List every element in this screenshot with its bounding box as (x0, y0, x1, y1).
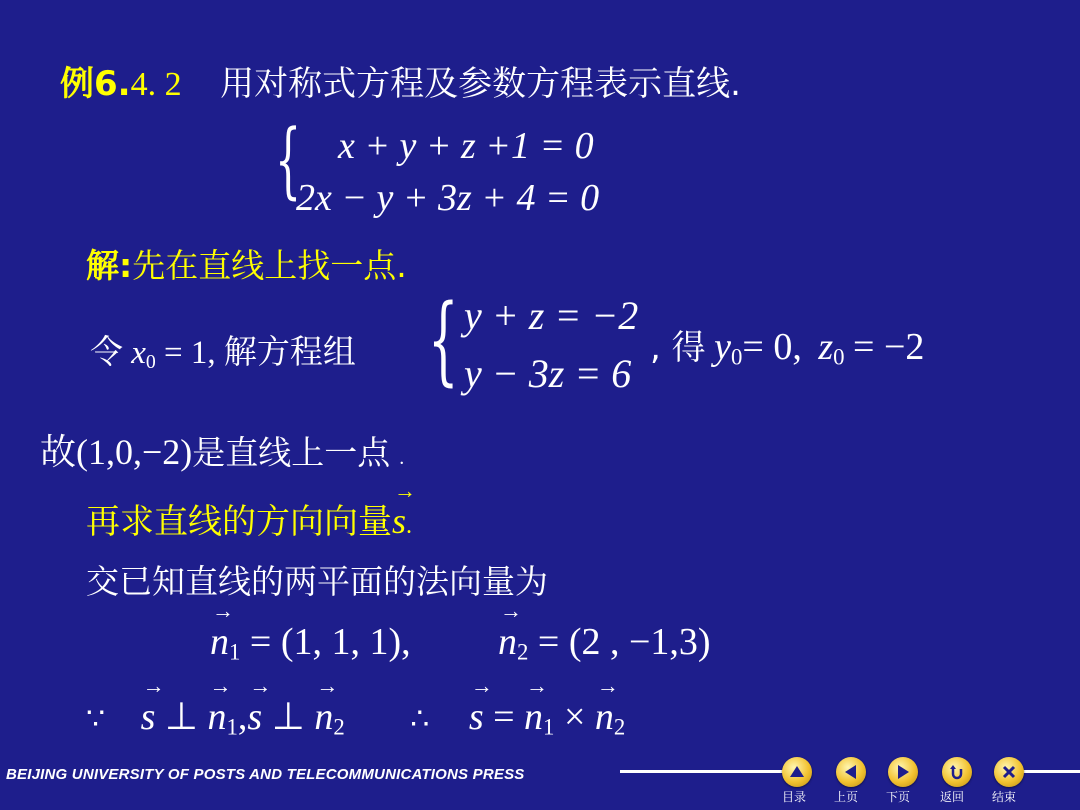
direction-dot: . (406, 513, 413, 539)
z0-value: = −2 (853, 326, 925, 368)
nav-label-end[interactable]: 结束 (992, 790, 1017, 804)
nav-return-button[interactable] (942, 757, 972, 787)
left-triangle-icon (842, 763, 860, 781)
direction-text: 再求直线的方向向量 (86, 502, 392, 542)
solution-label: 解: (86, 246, 133, 285)
right-triangle-icon (894, 763, 912, 781)
system-line2: 2x − y + 3z + 4 = 0 (296, 177, 600, 219)
normal-n2 (498, 620, 711, 666)
cross-symbol: × (563, 696, 586, 738)
step1-brace: { (428, 284, 459, 396)
because-symbol: ∵ (86, 703, 106, 736)
de-text: , 得 (650, 328, 706, 368)
footer-divider (620, 770, 790, 773)
nav-label-return[interactable]: 返回 (940, 790, 965, 804)
direction-line (86, 494, 412, 543)
therefore-symbol: ∴ (410, 703, 430, 736)
step1-eq1: y + z = −2 (464, 293, 639, 338)
university-name: BEIJING UNIVERSITY OF POSTS AND TELECOMMUNICATIONS PRESS (6, 766, 525, 783)
nav-label-prev[interactable]: 上页 (834, 790, 859, 804)
n2-value: = (2 , −1,3) (537, 621, 711, 663)
z0-symbol: $z_0$ (818, 326, 845, 370)
step1-result (650, 320, 924, 371)
up-triangle-icon (788, 763, 806, 781)
point-line (40, 424, 404, 475)
y0-value: = 0, (742, 326, 802, 368)
y0-symbol: $y_0$ (714, 326, 743, 370)
example-label: 例6. (60, 64, 131, 104)
point-dot: . (399, 447, 405, 469)
point-coords: (1,0,−2) (76, 432, 193, 472)
step1-eq2: y − 3z = 6 (464, 351, 632, 396)
solution-text: 先在直线上找一点. (132, 246, 407, 285)
perp-symbol-1: ⊥ (164, 696, 198, 738)
vector-n2-1: → $n_2$ (314, 695, 344, 741)
nav-label-contents[interactable]: 目录 (782, 790, 807, 804)
equals-symbol: = (493, 696, 515, 738)
system-brace: { (275, 113, 302, 208)
example-title (60, 56, 741, 105)
vector-s-2: → s (247, 695, 262, 739)
conclusion-line (86, 694, 625, 741)
comma-symbol: , (237, 696, 248, 738)
vector-n1: → $n_1$ (210, 620, 240, 666)
vector-n1-2: → $n_1$ (524, 695, 554, 741)
n1-value: = (1, 1, 1), (249, 621, 411, 663)
x0-symbol: $x_0$ (131, 335, 156, 373)
return-arrow-icon (948, 763, 966, 781)
nav-label-next[interactable]: 下页 (886, 790, 911, 804)
example-number: 4. 2 (130, 66, 182, 103)
normal-n1 (210, 620, 411, 666)
solve-text: 解方程组 (223, 332, 356, 371)
vector-n1-1: → $n_1$ (208, 695, 238, 741)
nav-end-button[interactable] (994, 757, 1024, 787)
gu-text: 故 (40, 432, 77, 473)
normals-intro: 交已知直线的两平面的法向量为 (86, 562, 548, 601)
vector-s-3: → s (469, 695, 484, 739)
nav-contents-button[interactable] (782, 757, 812, 787)
example-text: 用对称式方程及参数方程表示直线. (220, 64, 741, 104)
point-rest: 是直线上一点 (192, 433, 391, 472)
ling-text: 令 (90, 332, 123, 371)
vector-n2: → $n_2$ (498, 620, 528, 666)
close-icon (1000, 763, 1018, 781)
vector-n2-2: → $n_2$ (595, 695, 625, 741)
footer-divider-right (1020, 770, 1080, 773)
step1-left (90, 326, 356, 374)
nav-next-button[interactable] (888, 757, 918, 787)
x0-value: = 1, (164, 335, 216, 371)
perp-symbol-2: ⊥ (271, 696, 305, 738)
vector-s: → s (392, 500, 406, 542)
solution-line (86, 240, 407, 287)
vector-s-1: → s (141, 695, 156, 739)
system-line1: x + y + z +1 = 0 (338, 125, 594, 167)
nav-prev-button[interactable] (836, 757, 866, 787)
